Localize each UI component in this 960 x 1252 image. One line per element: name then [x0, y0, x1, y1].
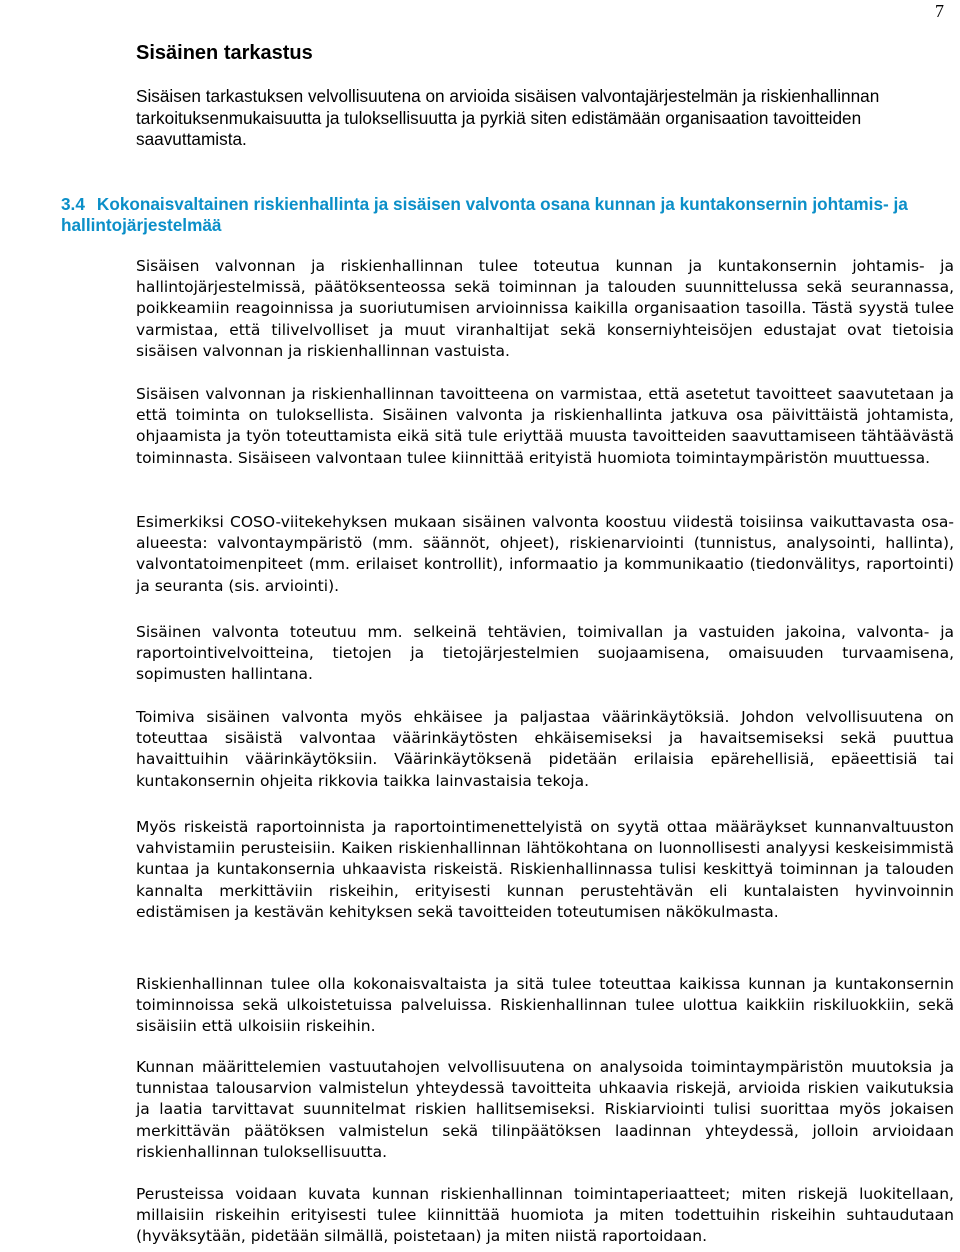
- section-number: 3.4: [61, 194, 85, 214]
- paragraph-3: Esimerkiksi COSO-viitekehyksen mukaan sisäinen valvonta koostuu viidestä toisiinsa vaikuttavasta osa-alueesta: valvontaympäristö (mm. säännöt, ohjeet), riskienarviointi (tunnistus, analysointi, hallinta), valvontatoimenpiteet (mm. erilaiset kontrollit), informaatio ja kommunikaatio (tiedonvälitys, raportointi) ja seuranta (sis. arviointi).: [136, 513, 954, 595]
- section-heading: [61, 194, 951, 236]
- paragraph-7: Riskienhallinnan tulee olla kokonaisvaltaista ja sitä tulee toteuttaa kaikissa kunnan ja kuntakonsernin toiminnoissa sekä ulkoistetuissa palveluissa. Riskienhallinnan tulee ulottua kaikkiin riskiluokkiin, sekä sisäisiin että ulkoisiin riskeihin.: [136, 975, 954, 1036]
- paragraph-4: Sisäinen valvonta toteutuu mm. selkeinä tehtävien, toimivallan ja vastuiden jakoina, valvonta- ja raportointivelvoitteina, tietojen ja tietojärjestelmien suojaamisena, omaisuuden turvaamisena, sopimusten hallintana.: [136, 623, 954, 684]
- paragraph-1: Sisäisen valvonnan ja riskienhallinnan tulee toteutua kunnan ja kuntakonsernin johtamis- ja hallintojärjestelmissä, päätöksenteossa sekä toiminnan ja talouden suunnittelussa sekä seurannassa, poikkeamiin reagoinnissa ja suoriutumisen arvioinnissa kaikilla organisaation tasoilla. Tästä syystä tulee varmistaa, että tilivelvolliset ja muut viranhaltijat sekä konserniyhteisöjen edustajat ovat tietoisia sisäisen valvonnan ja riskienhallinnan vastuista.: [136, 257, 954, 360]
- section-title: Kokonaisvaltainen riskienhallinta ja sisäisen valvonta osana kunnan ja kuntakonsernin johtamis- ja hallintojärjestelmää: [61, 194, 908, 235]
- paragraph-5: Toimiva sisäinen valvonta myös ehkäisee ja paljastaa väärinkäytöksiä. Johdon velvollisuutena on toteuttaa sisäistä valvontaa väärinkäytösten ehkäisemiseksi ja havaitsemiseksi sekä puuttua havaittuihin väärinkäytöksiin. Väärinkäytöksenä pidetään erilaisia epärehellisiä, epäeettisiä tai kuntakonsernin ohjeita rikkovia taikka lainvastaisia tekoja.: [136, 708, 954, 790]
- paragraph-8: Kunnan määrittelemien vastuutahojen velvollisuutena on analysoida toimintaympäristön muutoksia ja tunnistaa talousarvion valmistelun yhteydessä tavoitteita uhkaavia riskejä, arvioida riskien vaikutuksia ja laatia tarvittavat suunnitelmat riskien hallitsemiseksi. Riskiarviointi tulisi suorittaa myös jokaisen merkittävän päätöksen valmistelun sekä tilinpäätöksen laadinnan yhteydessä, jolloin arvioidaan riskienhallinnan tuloksellisuutta.: [136, 1058, 954, 1161]
- page-number: 7: [935, 1, 944, 21]
- paragraph-6: Myös riskeistä raportoinnista ja raportointimenettelyistä on syytä ottaa määräykset kunnanvaltuuston vahvistamiin perusteisiin. Kaiken riskienhallinnan lähtökohtana on luonnollisesti analyysi keskeisimmistä kuntaa ja kuntakonsernia uhkaavista riskeistä. Riskienhallinnassa tulisi keskittyä toiminnan ja talouden kannalta merkittäviin riskeihin, erityisesti kunnan perustehtävän eli kuntalaisten hyvinvoinnin edistämisen ja kestävän kehityksen sekä tavoitteiden toteutumisen näkökulmasta.: [136, 818, 954, 921]
- paragraph-9: Perusteissa voidaan kuvata kunnan riskienhallinnan toimintaperiaatteet; miten riskejä luokitellaan, millaisiin riskeihin erityisesti tulee kiinnittää huomiota ja miten todettuihin riskeihin suhtaudutaan (hyväksytään, pidetään silmällä, poistetaan) ja miten niistä raportoidaan.: [136, 1185, 954, 1246]
- subsection-heading: Sisäinen tarkastus: [136, 42, 313, 64]
- intro-paragraph: Sisäisen tarkastuksen velvollisuutena on arvioida sisäisen valvontajärjestelmän ja riskienhallinnan tarkoituksenmukaisuutta ja tuloksellisuutta ja pyrkiä siten edistämään organisaation tavoitteiden saavuttamista.: [136, 86, 880, 149]
- paragraph-2: Sisäisen valvonnan ja riskienhallinnan tavoitteena on varmistaa, että asetetut tavoitteet saavutetaan ja että toiminta on tuloksellista. Sisäinen valvonta ja riskienhallinta jatkuva osa päivittäistä johtamista, ohjaamista ja työn toteuttamista eikä sitä tule eriyttää muusta tavoitteiden saavuttamiseen tähtäävästä toiminnasta. Sisäiseen valvontaan tulee kiinnittää erityistä huomiota toimintaympäristön muuttuessa.: [136, 385, 954, 467]
